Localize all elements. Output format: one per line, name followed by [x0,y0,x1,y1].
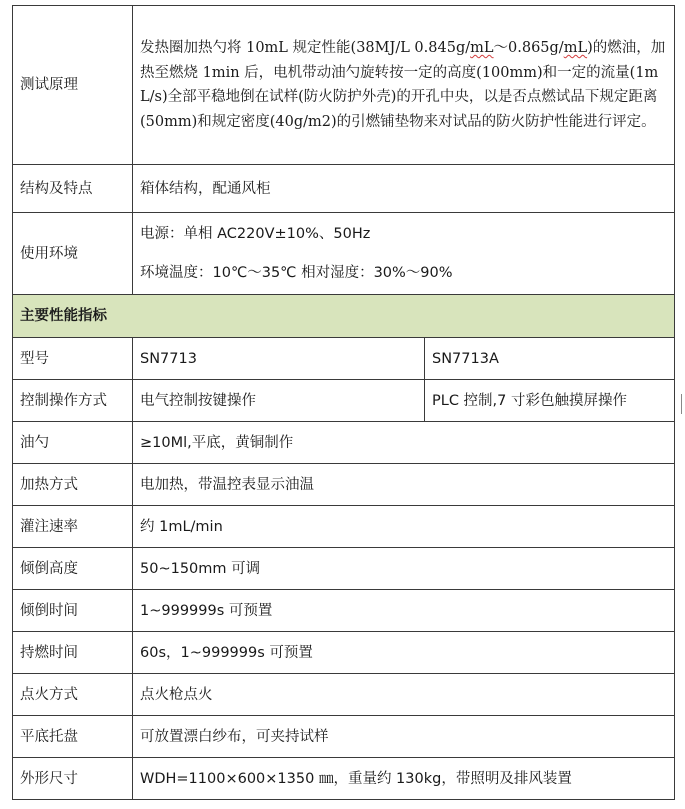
margin-marker [681,394,685,414]
row-test-principle [13,6,675,165]
row-control [13,380,675,422]
value-pour-rate: 约 1mL/min [133,506,675,548]
label-burn-time: 持燃时间 [13,632,133,674]
principle-text-2: ～0.865g/ [493,40,564,56]
row-oil-spoon [13,422,675,464]
label-pour-rate: 灌注速率 [13,506,133,548]
row-model [13,338,675,380]
value-oil-spoon: ≥10Ml,平底，黄铜制作 [133,422,675,464]
row-heating [13,464,675,506]
label-oil-spoon: 油勺 [13,422,133,464]
label-environment: 使用环境 [13,213,133,295]
row-pour-height [13,548,675,590]
label-tray: 平底托盘 [13,716,133,758]
label-model: 型号 [13,338,133,380]
label-dimensions: 外形尺寸 [13,758,133,800]
row-section-header [13,295,675,338]
principle-unit-2: mL [563,40,588,56]
value-ignition: 点火枪点火 [133,674,675,716]
principle-unit-1: mL [470,40,494,56]
value-environment [133,213,675,295]
label-control: 控制操作方式 [13,380,133,422]
value-model-1: SN7713 [133,338,425,380]
value-burn-time: 60s，1~999999s 可预置 [133,632,675,674]
value-control-2: PLC 控制,7 寸彩色触摸屏操作 [425,380,675,422]
row-ignition [13,674,675,716]
value-pour-height: 50~150mm 可调 [133,548,675,590]
value-model-2: SN7713A [425,338,675,380]
value-tray: 可放置漂白纱布，可夹持试样 [133,716,675,758]
label-heating: 加热方式 [13,464,133,506]
label-ignition: 点火方式 [13,674,133,716]
value-pour-time: 1~999999s 可预置 [133,590,675,632]
label-test-principle: 测试原理 [13,6,133,165]
spec-table [12,5,675,800]
principle-text-1: 发热圈加热勺将 10mL 规定性能(38MJ/L 0.845g/ [140,40,471,56]
principle-text-3: )的燃油，加热至燃烧 1min 后，电机带动油勺旋转按一定的高度(100mm)和一定的流量(1mL/s)全部平稳地倒在试样(防火防护外壳)的开孔中央，以是否点燃试品下规定距离(50mm)和规定密度(40g/m2)的引燃铺垫物来对试品的防火防护性能进行评定。 [140,40,666,130]
label-pour-height: 倾倒高度 [13,548,133,590]
section-title: 主要性能指标 [13,295,675,338]
value-test-principle [133,6,675,165]
row-burn-time [13,632,675,674]
row-pour-time [13,590,675,632]
row-dimensions [13,758,675,800]
value-structure: 箱体结构，配通风柜 [133,165,675,213]
row-tray [13,716,675,758]
row-pour-rate [13,506,675,548]
value-heating: 电加热，带温控表显示油温 [133,464,675,506]
row-environment [13,213,675,295]
value-control-1: 电气控制按键操作 [133,380,425,422]
label-pour-time: 倾倒时间 [13,590,133,632]
label-structure: 结构及特点 [13,165,133,213]
row-structure [13,165,675,213]
env-temperature-humidity: 环境温度：10℃～35℃ 相对湿度：30%～90% [140,265,453,281]
env-power: 电源：单相 AC220V±10%、50Hz [140,226,371,242]
value-dimensions: WDH=1100×600×1350 ㎜，重量约 130kg，带照明及排风装置 [133,758,675,800]
